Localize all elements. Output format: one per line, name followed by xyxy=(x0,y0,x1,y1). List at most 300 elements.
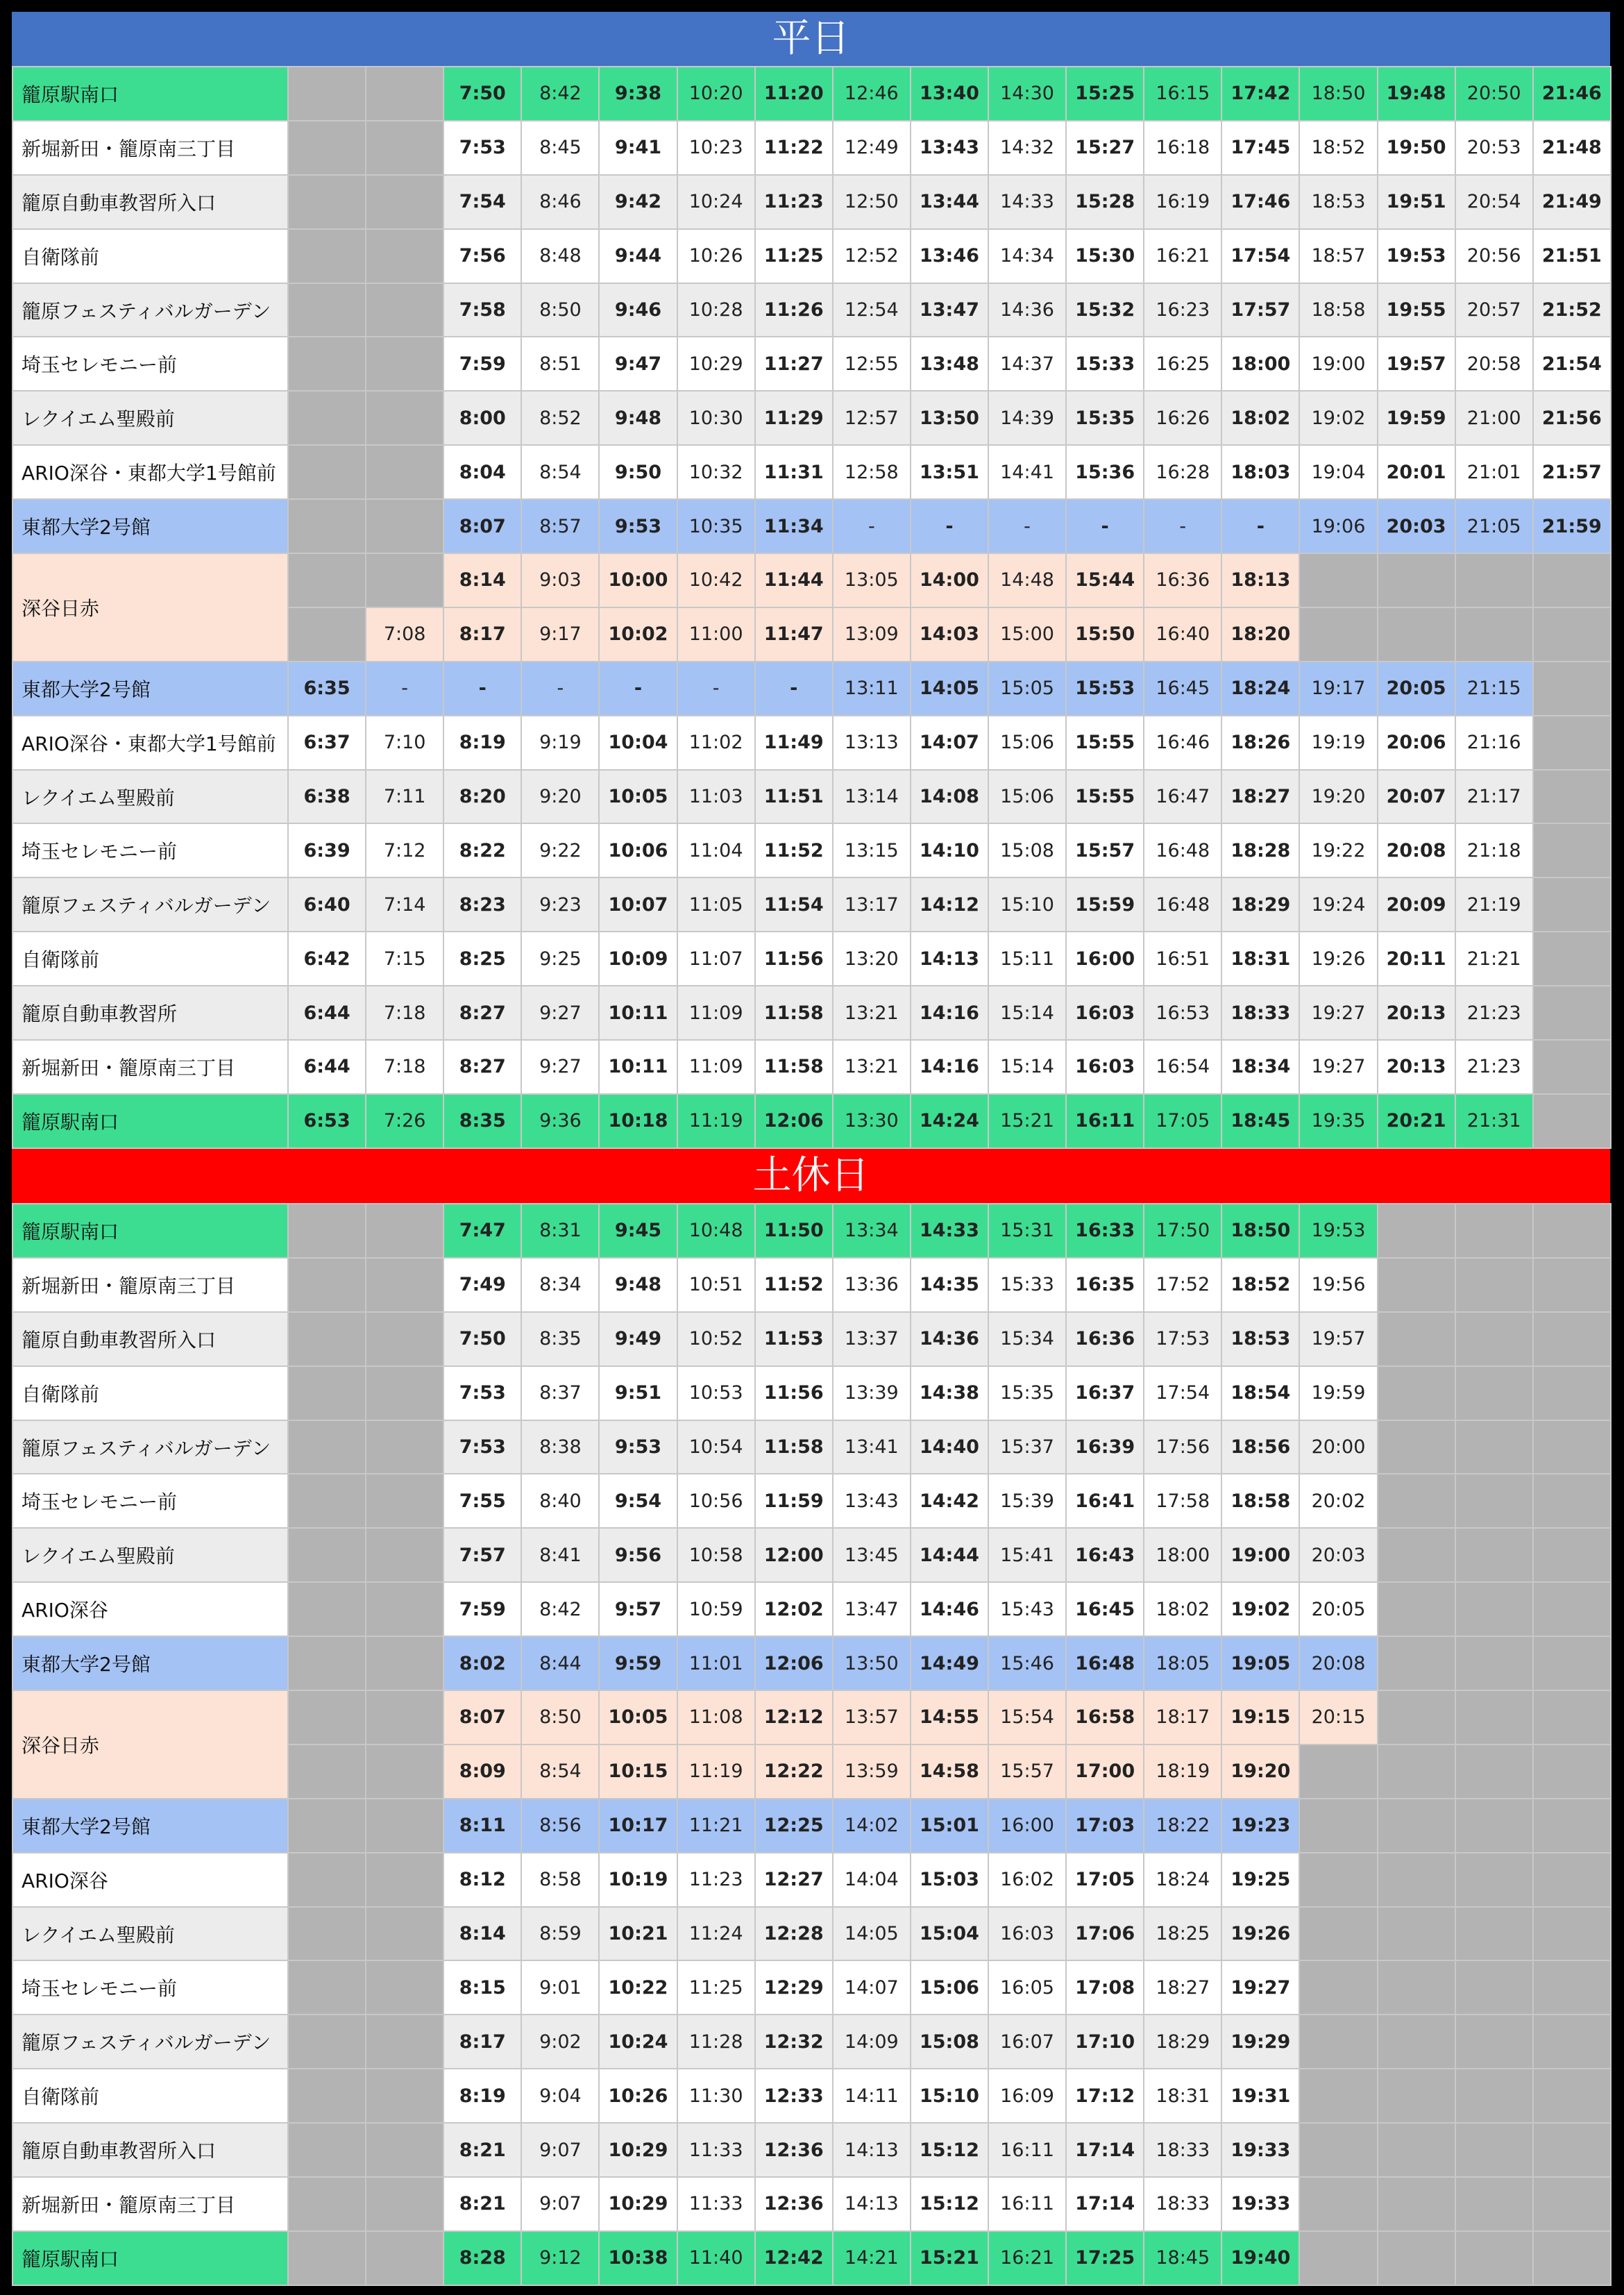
time-cell: 14:40 xyxy=(911,1420,988,1474)
time-cell: 13:41 xyxy=(833,1420,911,1474)
no-service-cell xyxy=(366,2231,443,2285)
time-cell: 20:03 xyxy=(1299,1528,1377,1582)
time-cell: 8:15 xyxy=(443,1960,521,2015)
time-cell: 14:38 xyxy=(911,1366,988,1420)
no-service-cell xyxy=(288,445,366,499)
time-cell: 18:02 xyxy=(1221,391,1299,445)
time-cell: 10:56 xyxy=(677,1474,755,1528)
time-cell: 11:29 xyxy=(755,391,833,445)
time-cell: 18:58 xyxy=(1299,283,1377,337)
time-cell: 14:03 xyxy=(911,607,988,662)
time-cell: 8:19 xyxy=(443,716,521,770)
pass-cell: - xyxy=(599,662,677,716)
time-cell: 19:24 xyxy=(1299,877,1377,932)
no-service-cell xyxy=(1533,2123,1611,2177)
time-cell: 16:58 xyxy=(1066,1690,1144,1745)
time-cell: 9:17 xyxy=(521,607,599,662)
time-cell: 11:19 xyxy=(677,1094,755,1148)
no-service-cell xyxy=(1299,2015,1377,2069)
time-cell: 17:45 xyxy=(1221,121,1299,175)
time-cell: 15:08 xyxy=(911,2015,988,2069)
time-cell: 15:03 xyxy=(911,1853,988,1907)
time-cell: 19:02 xyxy=(1299,391,1377,445)
no-service-cell xyxy=(1455,1745,1533,1799)
no-service-cell xyxy=(1533,1204,1611,1258)
time-cell: 17:54 xyxy=(1221,229,1299,283)
time-cell: 11:07 xyxy=(677,932,755,986)
time-cell: 18:57 xyxy=(1299,229,1377,283)
no-service-cell xyxy=(366,1258,443,1312)
no-service-cell xyxy=(1378,1258,1455,1312)
time-cell: 19:48 xyxy=(1378,67,1455,121)
time-cell: 16:48 xyxy=(1066,1636,1144,1690)
time-cell: 19:20 xyxy=(1299,770,1377,824)
time-cell: 9:47 xyxy=(599,337,677,391)
no-service-cell xyxy=(1455,1474,1533,1528)
time-cell: 11:47 xyxy=(755,607,833,662)
table-row xyxy=(12,1799,1611,1853)
time-cell: 16:00 xyxy=(988,1799,1066,1853)
time-cell: 10:23 xyxy=(677,121,755,175)
time-cell: 11:22 xyxy=(755,121,833,175)
time-cell: 15:31 xyxy=(988,1204,1066,1258)
pass-cell: - xyxy=(988,499,1066,553)
no-service-cell xyxy=(366,499,443,553)
time-cell: 8:44 xyxy=(521,1636,599,1690)
time-cell: 15:35 xyxy=(988,1366,1066,1420)
time-cell: 16:35 xyxy=(1066,1258,1144,1312)
time-cell: 8:42 xyxy=(521,1582,599,1636)
no-service-cell xyxy=(366,1312,443,1366)
time-cell: 20:05 xyxy=(1378,662,1455,716)
time-cell: 9:19 xyxy=(521,716,599,770)
time-cell: 18:52 xyxy=(1299,121,1377,175)
time-cell: 12:28 xyxy=(755,1907,833,1961)
time-cell: 7:18 xyxy=(366,986,443,1040)
time-cell: 14:48 xyxy=(988,553,1066,607)
time-cell: 18:17 xyxy=(1144,1690,1221,1745)
no-service-cell xyxy=(1533,1258,1611,1312)
time-cell: 13:43 xyxy=(911,121,988,175)
time-cell: 10:09 xyxy=(599,932,677,986)
table-row xyxy=(12,229,1611,283)
time-cell: 8:17 xyxy=(443,2015,521,2069)
time-cell: 11:54 xyxy=(755,877,833,932)
time-cell: 11:08 xyxy=(677,1690,755,1745)
table-row xyxy=(12,2231,1611,2285)
no-service-cell xyxy=(288,229,366,283)
time-cell: 19:17 xyxy=(1299,662,1377,716)
time-cell: 21:54 xyxy=(1533,337,1611,391)
no-service-cell xyxy=(1533,823,1611,877)
pass-cell: - xyxy=(1221,499,1299,553)
time-cell: 18:58 xyxy=(1221,1474,1299,1528)
time-cell: 19:59 xyxy=(1299,1366,1377,1420)
time-cell: 18:19 xyxy=(1144,1745,1221,1799)
time-cell: 8:37 xyxy=(521,1366,599,1420)
stop-name: 東都大学2号館 xyxy=(12,1636,288,1690)
time-cell: 21:00 xyxy=(1455,391,1533,445)
time-cell: 20:56 xyxy=(1455,229,1533,283)
time-cell: 15:28 xyxy=(1066,175,1144,229)
time-cell: 17:56 xyxy=(1144,1420,1221,1474)
no-service-cell xyxy=(1378,1312,1455,1366)
no-service-cell xyxy=(1299,607,1377,662)
time-cell: 7:50 xyxy=(443,1312,521,1366)
pass-cell: - xyxy=(911,499,988,553)
time-cell: 19:26 xyxy=(1299,932,1377,986)
time-cell: 19:59 xyxy=(1378,391,1455,445)
time-cell: 18:29 xyxy=(1144,2015,1221,2069)
time-cell: 18:24 xyxy=(1144,1853,1221,1907)
time-cell: 12:06 xyxy=(755,1636,833,1690)
time-cell: 19:06 xyxy=(1299,499,1377,553)
no-service-cell xyxy=(288,1474,366,1528)
no-service-cell xyxy=(1455,1960,1533,2015)
time-cell: 11:51 xyxy=(755,770,833,824)
time-cell: 20:08 xyxy=(1299,1636,1377,1690)
time-cell: 18:00 xyxy=(1221,337,1299,391)
time-cell: 7:56 xyxy=(443,229,521,283)
no-service-cell xyxy=(1378,1799,1455,1853)
time-cell: 13:13 xyxy=(833,716,911,770)
time-cell: 10:24 xyxy=(677,175,755,229)
time-cell: 13:17 xyxy=(833,877,911,932)
time-cell: 17:54 xyxy=(1144,1366,1221,1420)
time-cell: 13:47 xyxy=(911,283,988,337)
time-cell: 17:12 xyxy=(1066,2069,1144,2123)
time-cell: 19:35 xyxy=(1299,1094,1377,1148)
stop-name: 籠原自動車教習所 xyxy=(12,986,288,1040)
no-service-cell xyxy=(366,1799,443,1853)
time-cell: 11:19 xyxy=(677,1745,755,1799)
time-cell: 14:13 xyxy=(911,932,988,986)
time-cell: 19:27 xyxy=(1299,1040,1377,1094)
time-cell: 12:33 xyxy=(755,2069,833,2123)
stop-name: 埼玉セレモニー前 xyxy=(12,1474,288,1528)
time-cell: 18:26 xyxy=(1221,716,1299,770)
no-service-cell xyxy=(366,1690,443,1745)
time-cell: 8:54 xyxy=(521,1745,599,1799)
time-cell: 7:49 xyxy=(443,1258,521,1312)
time-cell: 9:53 xyxy=(599,499,677,553)
time-cell: 17:25 xyxy=(1066,2231,1144,2285)
time-cell: 9:20 xyxy=(521,770,599,824)
time-cell: 15:00 xyxy=(988,607,1066,662)
no-service-cell xyxy=(366,2069,443,2123)
no-service-cell xyxy=(366,1528,443,1582)
time-cell: 16:28 xyxy=(1144,445,1221,499)
time-cell: 13:14 xyxy=(833,770,911,824)
time-cell: 20:54 xyxy=(1455,175,1533,229)
time-cell: 11:56 xyxy=(755,932,833,986)
time-cell: 9:01 xyxy=(521,1960,599,2015)
time-cell: 9:02 xyxy=(521,2015,599,2069)
stop-name: 埼玉セレモニー前 xyxy=(12,1960,288,2015)
time-cell: 19:26 xyxy=(1221,1907,1299,1961)
table-row xyxy=(12,1960,1611,2015)
time-cell: 7:26 xyxy=(366,1094,443,1148)
time-cell: 16:11 xyxy=(1066,1094,1144,1148)
no-service-cell xyxy=(1378,1907,1455,1961)
time-cell: 8:21 xyxy=(443,2123,521,2177)
time-cell: 10:26 xyxy=(599,2069,677,2123)
time-cell: 10:06 xyxy=(599,823,677,877)
time-cell: 15:21 xyxy=(911,2231,988,2285)
time-cell: 10:22 xyxy=(599,1960,677,2015)
time-cell: 18:54 xyxy=(1221,1366,1299,1420)
time-cell: 11:25 xyxy=(755,229,833,283)
no-service-cell xyxy=(1533,2177,1611,2231)
time-cell: 17:05 xyxy=(1066,1853,1144,1907)
time-cell: 8:19 xyxy=(443,2069,521,2123)
time-cell: 9:22 xyxy=(521,823,599,877)
table-row xyxy=(12,1366,1611,1420)
time-cell: 12:49 xyxy=(833,121,911,175)
time-cell: 10:18 xyxy=(599,1094,677,1148)
no-service-cell xyxy=(1378,2231,1455,2285)
time-cell: 8:07 xyxy=(443,1690,521,1745)
time-cell: 8:46 xyxy=(521,175,599,229)
no-service-cell xyxy=(288,1907,366,1961)
no-service-cell xyxy=(366,283,443,337)
table-row xyxy=(12,932,1611,986)
no-service-cell xyxy=(288,2123,366,2177)
time-cell: 8:07 xyxy=(443,499,521,553)
time-cell: 18:22 xyxy=(1144,1799,1221,1853)
time-cell: 11:09 xyxy=(677,1040,755,1094)
time-cell: 11:31 xyxy=(755,445,833,499)
time-cell: 18:25 xyxy=(1144,1907,1221,1961)
time-cell: 10:29 xyxy=(677,337,755,391)
time-cell: 16:39 xyxy=(1066,1420,1144,1474)
no-service-cell xyxy=(1378,1636,1455,1690)
stop-name: 自衛隊前 xyxy=(12,1366,288,1420)
time-cell: 9:25 xyxy=(521,932,599,986)
no-service-cell xyxy=(1455,2231,1533,2285)
time-cell: 8:59 xyxy=(521,1907,599,1961)
time-cell: 21:51 xyxy=(1533,229,1611,283)
time-cell: 14:44 xyxy=(911,1528,988,1582)
time-cell: 6:42 xyxy=(288,932,366,986)
stop-name: 籠原駅南口 xyxy=(12,2231,288,2285)
stop-name: レクイエム聖殿前 xyxy=(12,391,288,445)
time-cell: 19:05 xyxy=(1221,1636,1299,1690)
stop-name: 籠原フェスティバルガーデン xyxy=(12,283,288,337)
time-cell: 16:40 xyxy=(1144,607,1221,662)
time-cell: 15:12 xyxy=(911,2123,988,2177)
no-service-cell xyxy=(1533,932,1611,986)
time-cell: 8:27 xyxy=(443,986,521,1040)
no-service-cell xyxy=(288,1853,366,1907)
no-service-cell xyxy=(366,1204,443,1258)
table-row xyxy=(12,823,1611,877)
time-cell: 18:45 xyxy=(1144,2231,1221,2285)
time-cell: 8:48 xyxy=(521,229,599,283)
time-cell: 15:06 xyxy=(988,770,1066,824)
time-cell: 15:54 xyxy=(988,1690,1066,1745)
time-cell: 9:27 xyxy=(521,1040,599,1094)
time-cell: 15:39 xyxy=(988,1474,1066,1528)
time-cell: 19:27 xyxy=(1221,1960,1299,2015)
time-cell: 11:05 xyxy=(677,877,755,932)
no-service-cell xyxy=(1455,1636,1533,1690)
time-cell: 19:15 xyxy=(1221,1690,1299,1745)
time-cell: 18:29 xyxy=(1221,877,1299,932)
time-cell: 8:40 xyxy=(521,1474,599,1528)
time-cell: 8:38 xyxy=(521,1420,599,1474)
time-cell: 21:46 xyxy=(1533,67,1611,121)
time-cell: 15:50 xyxy=(1066,607,1144,662)
time-cell: 15:46 xyxy=(988,1636,1066,1690)
time-cell: 13:11 xyxy=(833,662,911,716)
stop-name: 新堀新田・籠原南三丁目 xyxy=(12,2177,288,2231)
time-cell: 15:14 xyxy=(988,986,1066,1040)
time-cell: 13:21 xyxy=(833,1040,911,1094)
time-cell: 19:02 xyxy=(1221,1582,1299,1636)
time-cell: 19:29 xyxy=(1221,2015,1299,2069)
no-service-cell xyxy=(1533,1636,1611,1690)
time-cell: 17:08 xyxy=(1066,1960,1144,2015)
stop-name: 新堀新田・籠原南三丁目 xyxy=(12,121,288,175)
time-cell: 12:42 xyxy=(755,2231,833,2285)
weekday-title: 平日 xyxy=(12,12,1610,66)
time-cell: 16:43 xyxy=(1066,1528,1144,1582)
time-cell: 20:57 xyxy=(1455,283,1533,337)
time-cell: 9:12 xyxy=(521,2231,599,2285)
no-service-cell xyxy=(1378,553,1455,607)
no-service-cell xyxy=(288,1745,366,1799)
stop-name: 自衛隊前 xyxy=(12,229,288,283)
no-service-cell xyxy=(1533,877,1611,932)
pass-cell: - xyxy=(443,662,521,716)
no-service-cell xyxy=(366,1907,443,1961)
time-cell: 15:59 xyxy=(1066,877,1144,932)
time-cell: 17:14 xyxy=(1066,2177,1144,2231)
time-cell: 8:58 xyxy=(521,1853,599,1907)
no-service-cell xyxy=(366,121,443,175)
no-service-cell xyxy=(1378,1853,1455,1907)
time-cell: 8:31 xyxy=(521,1204,599,1258)
time-cell: 14:12 xyxy=(911,877,988,932)
time-cell: 11:02 xyxy=(677,716,755,770)
no-service-cell xyxy=(288,67,366,121)
time-cell: 9:50 xyxy=(599,445,677,499)
time-cell: 9:03 xyxy=(521,553,599,607)
stop-name: 埼玉セレモニー前 xyxy=(12,823,288,877)
time-cell: 7:50 xyxy=(443,67,521,121)
time-cell: 8:35 xyxy=(521,1312,599,1366)
table-row xyxy=(12,1853,1611,1907)
time-cell: 8:45 xyxy=(521,121,599,175)
stop-name: 深谷日赤 xyxy=(12,1690,288,1799)
stop-name: 籠原フェスティバルガーデン xyxy=(12,877,288,932)
time-cell: 20:50 xyxy=(1455,67,1533,121)
time-cell: 13:30 xyxy=(833,1094,911,1148)
time-cell: 16:00 xyxy=(1066,932,1144,986)
no-service-cell xyxy=(1299,1745,1377,1799)
time-cell: 19:25 xyxy=(1221,1853,1299,1907)
no-service-cell xyxy=(288,175,366,229)
time-cell: 21:05 xyxy=(1455,499,1533,553)
time-cell: 9:48 xyxy=(599,391,677,445)
no-service-cell xyxy=(1455,1528,1533,1582)
no-service-cell xyxy=(1533,553,1611,607)
time-cell: 16:36 xyxy=(1066,1312,1144,1366)
time-cell: 14:00 xyxy=(911,553,988,607)
time-cell: 11:26 xyxy=(755,283,833,337)
time-cell: 14:13 xyxy=(833,2177,911,2231)
time-cell: 9:49 xyxy=(599,1312,677,1366)
no-service-cell xyxy=(288,1960,366,2015)
time-cell: 18:33 xyxy=(1221,986,1299,1040)
time-cell: 13:46 xyxy=(911,229,988,283)
time-cell: 18:02 xyxy=(1144,1582,1221,1636)
no-service-cell xyxy=(366,1474,443,1528)
time-cell: 11:34 xyxy=(755,499,833,553)
time-cell: 20:09 xyxy=(1378,877,1455,932)
time-cell: 14:07 xyxy=(911,716,988,770)
time-cell: 11:09 xyxy=(677,986,755,1040)
time-cell: 9:56 xyxy=(599,1528,677,1582)
stop-name: 籠原フェスティバルガーデン xyxy=(12,1420,288,1474)
time-cell: 14:05 xyxy=(833,1907,911,1961)
time-cell: 18:34 xyxy=(1221,1040,1299,1094)
time-cell: 18:52 xyxy=(1221,1258,1299,1312)
time-cell: 15:33 xyxy=(988,1258,1066,1312)
time-cell: 8:28 xyxy=(443,2231,521,2285)
time-cell: 16:02 xyxy=(988,1853,1066,1907)
no-service-cell xyxy=(366,1366,443,1420)
no-service-cell xyxy=(1455,1582,1533,1636)
time-cell: 17:14 xyxy=(1066,2123,1144,2177)
stop-name: 埼玉セレモニー前 xyxy=(12,337,288,391)
time-cell: 18:28 xyxy=(1221,823,1299,877)
time-cell: 21:57 xyxy=(1533,445,1611,499)
time-cell: 9:27 xyxy=(521,986,599,1040)
time-cell: 8:42 xyxy=(521,67,599,121)
time-cell: 11:28 xyxy=(677,2015,755,2069)
time-cell: 10:11 xyxy=(599,986,677,1040)
time-cell: 8:27 xyxy=(443,1040,521,1094)
time-cell: 21:01 xyxy=(1455,445,1533,499)
time-cell: 12:22 xyxy=(755,1745,833,1799)
no-service-cell xyxy=(366,2177,443,2231)
time-cell: 10:02 xyxy=(599,607,677,662)
no-service-cell xyxy=(1533,986,1611,1040)
no-service-cell xyxy=(1533,2015,1611,2069)
stop-name: 自衛隊前 xyxy=(12,932,288,986)
stop-name: 籠原フェスティバルガーデン xyxy=(12,2015,288,2069)
time-cell: 19:57 xyxy=(1299,1312,1377,1366)
time-cell: 15:57 xyxy=(1066,823,1144,877)
time-cell: 18:00 xyxy=(1144,1528,1221,1582)
table-row xyxy=(12,175,1611,229)
time-cell: 20:13 xyxy=(1378,986,1455,1040)
no-service-cell xyxy=(1533,1040,1611,1094)
no-service-cell xyxy=(1378,1960,1455,2015)
time-cell: 15:14 xyxy=(988,1040,1066,1094)
time-cell: 21:49 xyxy=(1533,175,1611,229)
time-cell: 9:48 xyxy=(599,1258,677,1312)
no-service-cell xyxy=(1299,553,1377,607)
time-cell: 13:20 xyxy=(833,932,911,986)
time-cell: 20:05 xyxy=(1299,1582,1377,1636)
time-cell: 16:05 xyxy=(988,1960,1066,2015)
no-service-cell xyxy=(1378,1582,1455,1636)
time-cell: 19:04 xyxy=(1299,445,1377,499)
time-cell: 13:57 xyxy=(833,1690,911,1745)
